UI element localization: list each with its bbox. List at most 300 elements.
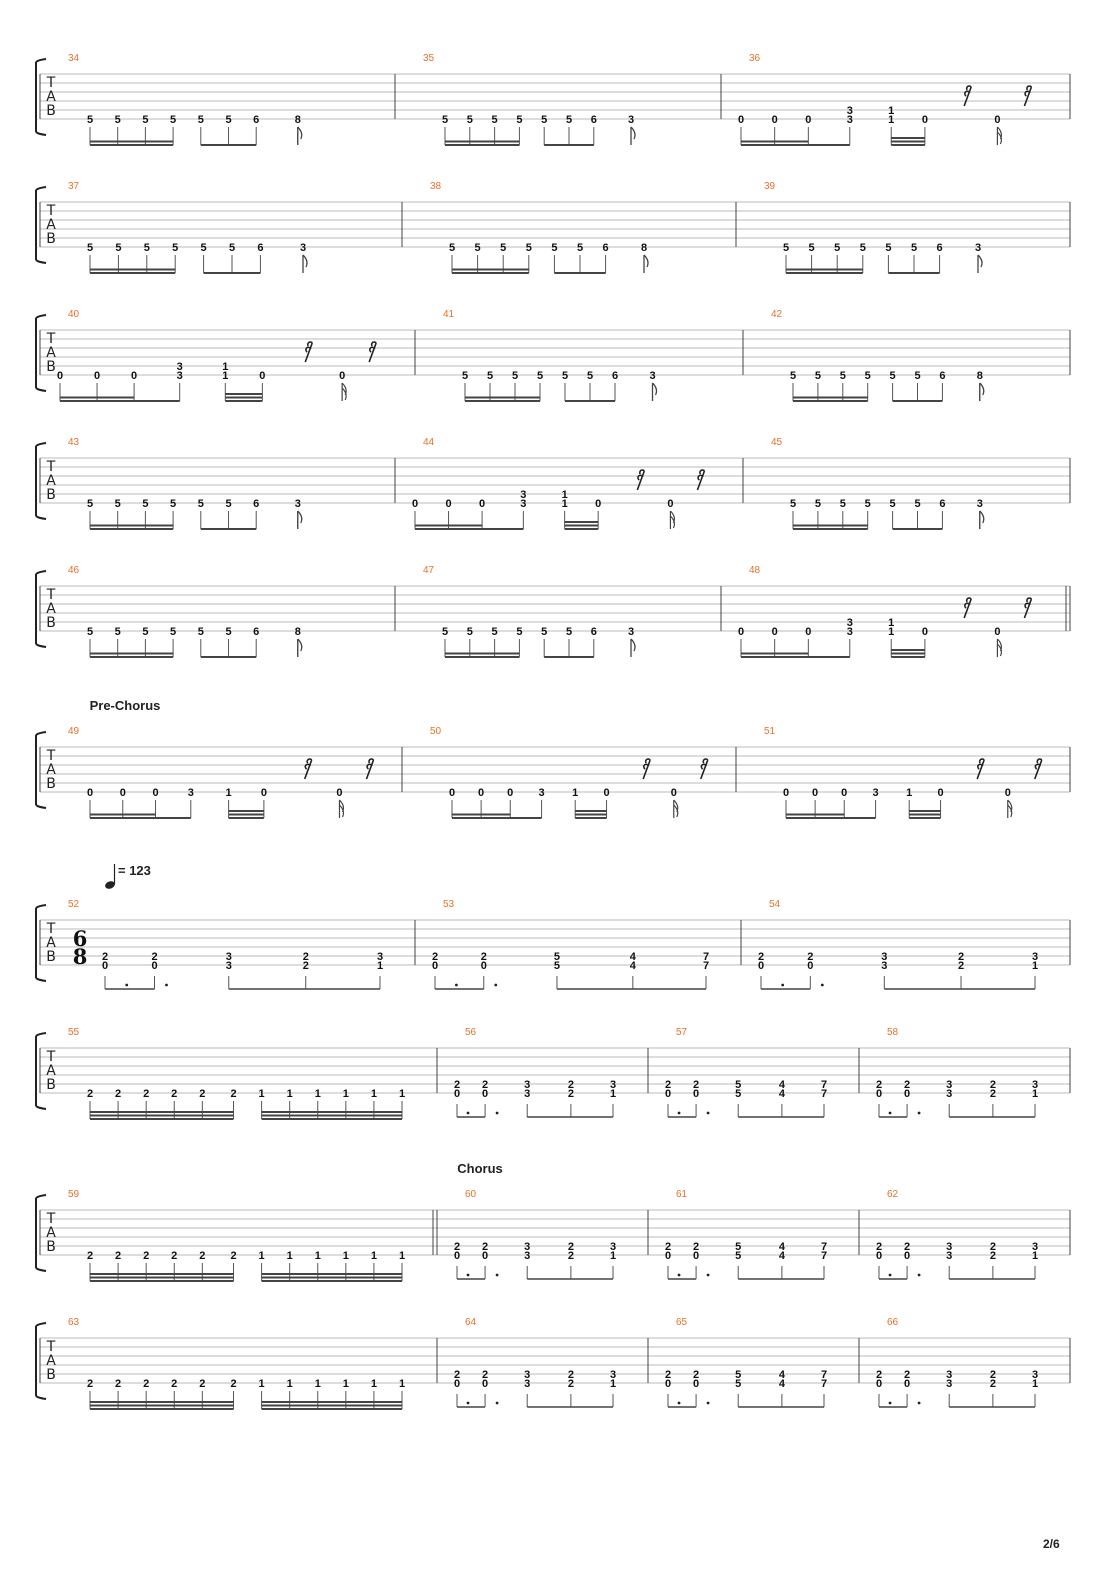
sixteenth-rest	[366, 759, 373, 779]
fret-number: 0	[453, 1088, 461, 1100]
fret-number: 3	[649, 370, 656, 382]
fret-number: 3	[846, 105, 853, 117]
fret-number: 0	[56, 370, 64, 382]
fret-number: 3	[846, 626, 853, 638]
tab-clef-letter: A	[46, 345, 56, 361]
fret-number: 3	[946, 1241, 953, 1253]
measure-number: 55	[68, 1027, 80, 1038]
fret-number: 5	[525, 242, 532, 254]
tab-clef-letter: T	[46, 459, 56, 475]
measure-number: 53	[443, 899, 455, 910]
fret-number: 6	[253, 114, 260, 126]
fret-number: 1	[342, 1088, 349, 1100]
measure-number: 52	[68, 899, 80, 910]
dot	[496, 1274, 499, 1277]
fret-number: 3	[1031, 1241, 1039, 1253]
fret-number: 6	[253, 626, 260, 638]
fret-number: 2	[875, 1241, 883, 1253]
fret-number: 0	[507, 787, 514, 799]
fret-number: 1	[398, 1250, 406, 1262]
fret-number: 1	[609, 1250, 617, 1262]
fret-number: 0	[667, 498, 674, 510]
dot	[918, 1112, 921, 1115]
fret-number: 2	[199, 1250, 206, 1262]
fret-number: 1	[1031, 1088, 1039, 1100]
fret-number: 3	[524, 1241, 531, 1253]
fret-number: 0	[757, 960, 765, 972]
fret-number: 5	[561, 370, 569, 382]
fret-number: 0	[101, 960, 109, 972]
fret-number: 5	[735, 1250, 742, 1262]
fret-number: 0	[479, 498, 486, 510]
sixteenth-rest	[1035, 759, 1042, 779]
sixteenth-flag	[342, 383, 346, 401]
tab-clef-letter: A	[46, 217, 56, 233]
fret-number: 5	[516, 114, 523, 126]
fret-number: 1	[398, 1088, 406, 1100]
fret-number: 0	[603, 787, 610, 799]
system-bracket	[36, 732, 46, 808]
fret-number: 2	[693, 1369, 700, 1381]
fret-number: 0	[771, 626, 778, 638]
fret-number: 6	[939, 370, 946, 382]
tab-clef-letter: B	[46, 776, 56, 792]
fret-number: 2	[693, 1241, 700, 1253]
tab-clef-letter: B	[46, 1367, 56, 1383]
fret-number: 2	[86, 1378, 94, 1390]
fret-number: 0	[482, 1250, 489, 1262]
fret-number: 0	[904, 1378, 911, 1390]
section-label: Pre-Chorus	[89, 698, 161, 713]
sixteenth-rest	[305, 759, 312, 779]
fret-number: 0	[994, 626, 1001, 638]
fret-number: 5	[197, 626, 204, 638]
measure-number: 63	[68, 1317, 80, 1328]
fret-number: 3	[524, 1250, 531, 1262]
fret-number: 1	[286, 1378, 293, 1390]
fret-number: 5	[115, 242, 122, 254]
fret-number: 2	[143, 1088, 150, 1100]
fret-number: 2	[567, 1250, 574, 1262]
fret-number: 0	[904, 1088, 911, 1100]
fret-number: 0	[260, 787, 267, 799]
rest-stroke	[1024, 598, 1031, 618]
tab-clef-letter: A	[46, 762, 56, 778]
fret-number: 1	[370, 1088, 377, 1100]
eighth-flag	[303, 255, 307, 273]
fret-number: 5	[541, 114, 548, 126]
tab-clef-letter: T	[46, 1049, 56, 1065]
fret-number: 5	[553, 951, 561, 963]
fret-number: 5	[170, 498, 177, 510]
tab-clef-letter: T	[46, 75, 56, 91]
dot	[496, 1112, 499, 1115]
fret-number: 3	[946, 1378, 953, 1390]
fret-number: 5	[86, 626, 94, 638]
eighth-flag	[980, 383, 984, 401]
fret-number: 0	[482, 1088, 489, 1100]
fret-number: 8	[640, 242, 648, 254]
rest-stroke	[1024, 86, 1031, 106]
measure-number: 56	[465, 1027, 477, 1038]
sixteenth-rest	[369, 342, 376, 362]
fret-number: 3	[176, 370, 183, 382]
fret-number: 0	[807, 960, 814, 972]
fret-number: 0	[875, 1250, 883, 1262]
fret-number: 2	[875, 1369, 883, 1381]
fret-number: 5	[143, 242, 150, 254]
fret-number: 0	[336, 787, 343, 799]
fret-number: 5	[441, 114, 449, 126]
tab-clef-letter: A	[46, 473, 56, 489]
fret-number: 5	[197, 114, 204, 126]
fret-number: 7	[820, 1369, 828, 1381]
fret-number: 0	[259, 370, 266, 382]
fret-number: 0	[737, 626, 745, 638]
fret-number: 5	[114, 626, 121, 638]
fret-number: 0	[151, 960, 158, 972]
fret-number: 3	[609, 1079, 617, 1091]
fret-number: 0	[482, 1378, 489, 1390]
fret-number: 3	[946, 1088, 953, 1100]
fret-number: 1	[1031, 1250, 1039, 1262]
fret-number: 2	[431, 951, 439, 963]
fret-number: 2	[230, 1250, 237, 1262]
fret-number: 3	[1031, 1369, 1039, 1381]
fret-number: 5	[789, 498, 797, 510]
fret-number: 0	[339, 370, 346, 382]
dot	[467, 1274, 470, 1277]
fret-number: 1	[286, 1250, 293, 1262]
tab-clef-letter: A	[46, 1353, 56, 1369]
sixteenth-rest	[701, 759, 708, 779]
fret-number: 2	[957, 951, 965, 963]
fret-number: 7	[820, 1088, 828, 1100]
system-bracket	[36, 905, 46, 981]
measure-number: 47	[423, 565, 435, 576]
fret-number: 5	[814, 498, 821, 510]
tab-clef-letter: A	[46, 1063, 56, 1079]
fret-number: 4	[778, 1088, 785, 1100]
fret-number: 5	[225, 626, 232, 638]
fret-number: 0	[904, 1250, 911, 1262]
fret-number: 5	[789, 370, 797, 382]
fret-number: 3	[946, 1250, 953, 1262]
measure-number: 54	[769, 899, 781, 910]
rest-stroke	[369, 342, 376, 362]
dot	[496, 1402, 499, 1405]
fret-number: 3	[225, 951, 232, 963]
fret-number: 5	[814, 370, 821, 382]
measure-number: 44	[423, 437, 435, 448]
fret-number: 2	[664, 1369, 672, 1381]
dot	[707, 1274, 710, 1277]
fret-number: 0	[771, 114, 778, 126]
fret-number: 5	[576, 242, 584, 254]
measure-number: 35	[423, 53, 435, 64]
fret-number: 5	[448, 242, 456, 254]
measure-number: 43	[68, 437, 80, 448]
tab-clef-letter: B	[46, 1077, 56, 1093]
fret-number: 1	[258, 1378, 265, 1390]
fret-number: 6	[590, 626, 597, 638]
fret-number: 0	[921, 114, 928, 126]
fret-number: 1	[225, 787, 232, 799]
fret-number: 2	[480, 951, 487, 963]
fret-number: 2	[482, 1369, 489, 1381]
fret-number: 3	[524, 1079, 531, 1091]
fret-number: 2	[86, 1088, 94, 1100]
sixteenth-rest	[637, 470, 644, 490]
fret-number: 3	[609, 1241, 617, 1253]
sixteenth-rest	[964, 598, 971, 618]
fret-number: 1	[561, 489, 568, 501]
fret-number: 2	[989, 1250, 996, 1262]
fret-number: 3	[294, 498, 301, 510]
dot	[494, 984, 497, 987]
fret-number: 4	[629, 960, 636, 972]
fret-number: 2	[199, 1378, 206, 1390]
fret-number: 5	[735, 1088, 742, 1100]
fret-number: 1	[888, 626, 895, 638]
fret-number: 2	[302, 960, 309, 972]
eighth-flag	[298, 511, 302, 529]
fret-number: 1	[370, 1250, 377, 1262]
fret-number: 2	[664, 1079, 672, 1091]
sixteenth-flag	[339, 800, 343, 818]
fret-number: 4	[778, 1079, 785, 1091]
fret-number: 5	[142, 626, 149, 638]
tab-clef-letter: B	[46, 487, 56, 503]
fret-number: 5	[491, 626, 498, 638]
fret-number: 1	[609, 1378, 617, 1390]
fret-number: 2	[807, 951, 814, 963]
measure-number: 51	[764, 726, 776, 737]
fret-number: 0	[921, 626, 928, 638]
measure-number: 48	[749, 565, 761, 576]
fret-number: 3	[538, 787, 545, 799]
fret-number: 2	[115, 1378, 122, 1390]
fret-number: 0	[812, 787, 819, 799]
system-bracket	[36, 187, 46, 263]
fret-number: 1	[906, 787, 913, 799]
measure-number: 50	[430, 726, 442, 737]
fret-number: 1	[222, 370, 229, 382]
fret-number: 0	[994, 114, 1001, 126]
tab-clef-letter: B	[46, 103, 56, 119]
fret-number: 2	[86, 1250, 94, 1262]
fret-number: 2	[904, 1369, 911, 1381]
sixteenth-flag	[997, 639, 1001, 657]
fret-number: 2	[143, 1250, 150, 1262]
fret-number: 3	[846, 114, 853, 126]
fret-number: 5	[486, 370, 494, 382]
measure-number: 62	[887, 1189, 899, 1200]
measure-number: 46	[68, 565, 80, 576]
fret-number: 3	[524, 1088, 531, 1100]
rest-stroke	[366, 759, 373, 779]
fret-number: 1	[888, 105, 895, 117]
tab-clef-letter: A	[46, 601, 56, 617]
fret-number: 2	[989, 1079, 996, 1091]
fret-number: 7	[820, 1250, 828, 1262]
fret-number: 1	[314, 1250, 321, 1262]
fret-number: 2	[171, 1378, 178, 1390]
dot	[678, 1274, 681, 1277]
sixteenth-rest	[697, 470, 704, 490]
fret-number: 6	[590, 114, 597, 126]
fret-number: 5	[466, 626, 473, 638]
fret-number: 3	[881, 960, 888, 972]
fret-number: 3	[881, 951, 888, 963]
measure-number: 59	[68, 1189, 80, 1200]
sixteenth-rest	[964, 86, 971, 106]
fret-number: 5	[441, 626, 449, 638]
measure-number: 65	[676, 1317, 688, 1328]
fret-number: 2	[904, 1241, 911, 1253]
fret-number: 0	[1004, 787, 1011, 799]
fret-number: 2	[989, 1088, 996, 1100]
fret-number: 5	[536, 370, 544, 382]
fret-number: 5	[500, 242, 507, 254]
measure-number: 61	[676, 1189, 688, 1200]
fret-number: 5	[782, 242, 790, 254]
measure-number: 60	[465, 1189, 477, 1200]
fret-number: 3	[627, 114, 635, 126]
measure-number: 38	[430, 181, 442, 192]
fret-number: 3	[946, 1079, 953, 1091]
fret-number: 0	[480, 960, 487, 972]
fret-number: 2	[664, 1241, 672, 1253]
fret-number: 5	[735, 1241, 742, 1253]
fret-number: 0	[478, 787, 485, 799]
fret-number: 1	[222, 361, 229, 373]
eighth-flag	[653, 383, 657, 401]
rest-stroke	[1035, 759, 1042, 779]
measure-number: 57	[676, 1027, 688, 1038]
fret-number: 5	[86, 242, 94, 254]
fret-number: 2	[567, 1378, 574, 1390]
eighth-flag	[644, 255, 648, 273]
fret-number: 2	[199, 1088, 206, 1100]
fret-number: 0	[693, 1250, 700, 1262]
fret-number: 0	[693, 1378, 700, 1390]
fret-number: 2	[567, 1088, 574, 1100]
eighth-flag	[631, 127, 635, 145]
fret-number: 2	[567, 1369, 574, 1381]
time-signature-bottom: 8	[72, 944, 88, 969]
dot	[707, 1402, 710, 1405]
fret-number: 5	[461, 370, 469, 382]
dot	[467, 1402, 470, 1405]
fret-number: 6	[936, 242, 943, 254]
system-bracket	[36, 1323, 46, 1399]
tab-clef-letter: B	[46, 615, 56, 631]
fret-number: 1	[342, 1250, 349, 1262]
fret-number: 2	[875, 1079, 883, 1091]
fret-number: 0	[805, 114, 812, 126]
fret-number: 6	[602, 242, 609, 254]
dot	[781, 984, 784, 987]
fret-number: 5	[225, 498, 232, 510]
fret-number: 0	[693, 1088, 700, 1100]
fret-number: 0	[93, 370, 101, 382]
measure-number: 42	[771, 309, 783, 320]
fret-number: 7	[820, 1079, 828, 1091]
fret-number: 8	[976, 370, 983, 382]
fret-number: 0	[664, 1250, 672, 1262]
measure-number: 41	[443, 309, 455, 320]
fret-number: 2	[567, 1079, 574, 1091]
fret-number: 2	[453, 1241, 461, 1253]
fret-number: 2	[989, 1369, 996, 1381]
tab-clef-letter: B	[46, 359, 56, 375]
dot	[918, 1402, 921, 1405]
fret-number: 4	[629, 951, 636, 963]
fret-number: 2	[171, 1250, 178, 1262]
fret-number: 3	[609, 1369, 617, 1381]
fret-number: 7	[820, 1378, 828, 1390]
measure-number: 34	[68, 53, 80, 64]
sixteenth-flag	[997, 127, 1001, 145]
fret-number: 5	[142, 114, 149, 126]
fret-number: 5	[586, 370, 594, 382]
fret-number: 5	[864, 370, 871, 382]
fret-number: 3	[872, 787, 879, 799]
fret-number: 2	[482, 1079, 489, 1091]
measure-number: 64	[465, 1317, 477, 1328]
fret-number: 5	[839, 370, 846, 382]
fret-number: 5	[170, 114, 177, 126]
fret-number: 5	[914, 370, 921, 382]
dot	[707, 1112, 710, 1115]
fret-number: 5	[565, 626, 573, 638]
fret-number: 0	[875, 1088, 883, 1100]
fret-number: 0	[86, 787, 94, 799]
fret-number: 5	[889, 370, 896, 382]
fret-number: 8	[294, 626, 301, 638]
fret-number: 5	[541, 626, 548, 638]
fret-number: 3	[225, 960, 232, 972]
tab-clef-letter: B	[46, 949, 56, 965]
fret-number: 0	[875, 1378, 883, 1390]
fret-number: 1	[398, 1378, 406, 1390]
fret-number: 2	[989, 1378, 996, 1390]
fret-number: 1	[376, 960, 384, 972]
fret-number: 8	[294, 114, 301, 126]
rest-stroke	[643, 759, 650, 779]
fret-number: 1	[1031, 1378, 1039, 1390]
tab-clef-letter: T	[46, 203, 56, 219]
fret-number: 1	[1031, 960, 1039, 972]
system-bracket	[36, 571, 46, 647]
fret-number: 0	[152, 787, 159, 799]
fret-number: 5	[565, 114, 573, 126]
fret-number: 5	[114, 498, 121, 510]
sixteenth-flag	[670, 511, 674, 529]
fret-number: 3	[946, 1369, 953, 1381]
fret-number: 1	[888, 114, 895, 126]
fret-number: 0	[670, 787, 677, 799]
fret-number: 5	[86, 498, 94, 510]
fret-number: 5	[114, 114, 121, 126]
dot	[125, 984, 128, 987]
system-bracket	[36, 315, 46, 391]
rest-stroke	[305, 342, 312, 362]
fret-number: 0	[782, 787, 790, 799]
fret-number: 1	[888, 617, 895, 629]
fret-number: 4	[778, 1369, 785, 1381]
